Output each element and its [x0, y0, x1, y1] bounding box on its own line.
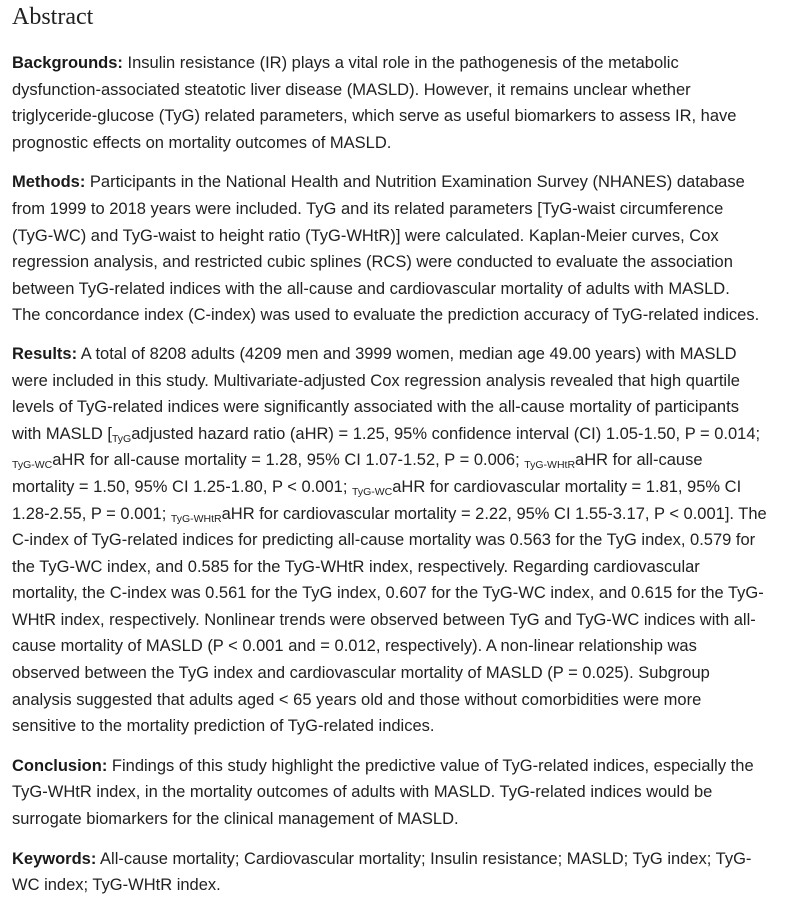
backgrounds-line: Insulin resistance (IR) plays a vital role in the pathogenesis of the metabolic	[122, 54, 679, 72]
results-line: C-index of TyG-related indices for predicting all-cause mortality was 0.563 for the TyG index, 0.579 for	[12, 531, 756, 550]
keywords-line: WC index; TyG-WHtR index.	[12, 876, 221, 895]
methods-line: between TyG-related indices with the all-cause and cardiovascular mortality of adults with MASLD.	[12, 279, 730, 298]
results-subscript: TyG-WC	[12, 459, 53, 472]
conclusion-paragraph	[12, 753, 800, 833]
conclusion-line: Findings of this study highlight the predictive value of TyG-related indices, especially the	[107, 756, 754, 775]
abstract-heading: Abstract	[12, 4, 94, 30]
results-label: Results:	[12, 344, 78, 363]
results-line: mortality, the C-index was 0.561 for the TyG index, 0.607 for the TyG-WC index, and 0.615 for the TyG-	[12, 584, 764, 603]
results-line: levels of TyG-related indices were significantly associated with the all-cause mortality of participants	[12, 398, 739, 417]
keywords-label: Keywords:	[12, 849, 97, 868]
backgrounds-line: prognostic effects on mortality outcomes of MASLD.	[12, 133, 392, 152]
methods-line: regression analysis, and restricted cubic splines (RCS) were conducted to evaluate the association	[12, 253, 733, 272]
methods-line: The concordance index (C-index) was used to evaluate the prediction accuracy of TyG-related indices.	[12, 306, 760, 325]
conclusion-line: surrogate biomarkers for the clinical management of MASLD.	[12, 810, 459, 829]
keywords-paragraph	[12, 846, 800, 899]
results-line: aHR for cardiovascular mortality = 1.81, 95% CI	[392, 477, 742, 496]
results-line: cause mortality of MASLD (P < 0.001 and = 0.012, respectively). A non-linear relationship was	[12, 637, 697, 656]
conclusion-line: TyG-WHtR index, in the mortality outcomes of adults with MASLD. TyG-related indices would be	[12, 783, 713, 802]
results-line: mortality = 1.50, 95% CI 1.25-1.80, P < 0.001;	[12, 477, 352, 496]
results-line: adjusted hazard ratio (aHR) = 1.25, 95% confidence interval (CI) 1.05-1.50, P = 0.014;	[131, 424, 761, 443]
results-line: aHR for all-cause mortality = 1.28, 95% CI 1.07-1.52, P = 0.006;	[52, 451, 525, 470]
backgrounds-line: triglyceride-glucose (TyG) related parameters, which serve as useful biomarkers to assess IR, have	[12, 107, 737, 126]
results-line: sensitive to the mortality prediction of TyG-related indices.	[12, 717, 435, 736]
keywords-line: All-cause mortality; Cardiovascular mortality; Insulin resistance; MASLD; TyG index; TyG-	[96, 849, 752, 868]
results-paragraph	[12, 341, 800, 740]
results-line: A total of 8208 adults (4209 men and 3999 women, median age 49.00 years) with MASLD	[77, 344, 737, 363]
methods-paragraph	[12, 169, 800, 329]
results-subscript: TyG-WHtR	[170, 512, 222, 525]
results-line: analysis suggested that adults aged < 65 years old and those without comorbidities were more	[12, 690, 702, 709]
results-subscript: TyG	[111, 432, 132, 445]
backgrounds-line: dysfunction-associated steatotic liver disease (MASLD). However, it remains unclear whether	[12, 80, 691, 99]
results-line: the TyG-WC index, and 0.585 for the TyG-WHtR index, respectively. Regarding cardiovascular	[12, 557, 700, 576]
methods-line: Participants in the National Health and Nutrition Examination Survey (NHANES) database	[85, 173, 745, 192]
backgrounds-label: Backgrounds:	[12, 54, 123, 72]
results-subscript: TyG-WC	[351, 485, 393, 498]
abstract-section	[12, 0, 800, 899]
results-line: observed between the TyG index and cardiovascular mortality of MASLD (P = 0.025). Subgroup	[12, 664, 710, 683]
results-line: aHR for cardiovascular mortality = 2.22, 95% CI 1.55-3.17, P < 0.001]. The	[221, 504, 767, 523]
results-line: aHR for all-cause	[575, 451, 703, 470]
methods-line: from 1999 to 2018 years were included. TyG and its related parameters [TyG-waist circumference	[12, 199, 724, 218]
backgrounds-paragraph	[12, 50, 800, 156]
conclusion-label: Conclusion:	[12, 756, 108, 775]
results-line: with MASLD [	[12, 424, 112, 443]
methods-label: Methods:	[12, 173, 86, 192]
methods-line: (TyG-WC) and TyG-waist to height ratio (TyG-WHtR)] were calculated. Kaplan-Meier curves, Cox	[12, 226, 719, 245]
results-subscript: TyG-WHtR	[524, 459, 576, 472]
results-line: were included in this study. Multivariate-adjusted Cox regression analysis revealed that high quartile	[12, 371, 740, 390]
results-line: WHtR index, respectively. Nonlinear trends were observed between TyG and TyG-WC indices with all-	[12, 610, 756, 629]
results-line: 1.28-2.55, P = 0.001;	[12, 504, 171, 523]
